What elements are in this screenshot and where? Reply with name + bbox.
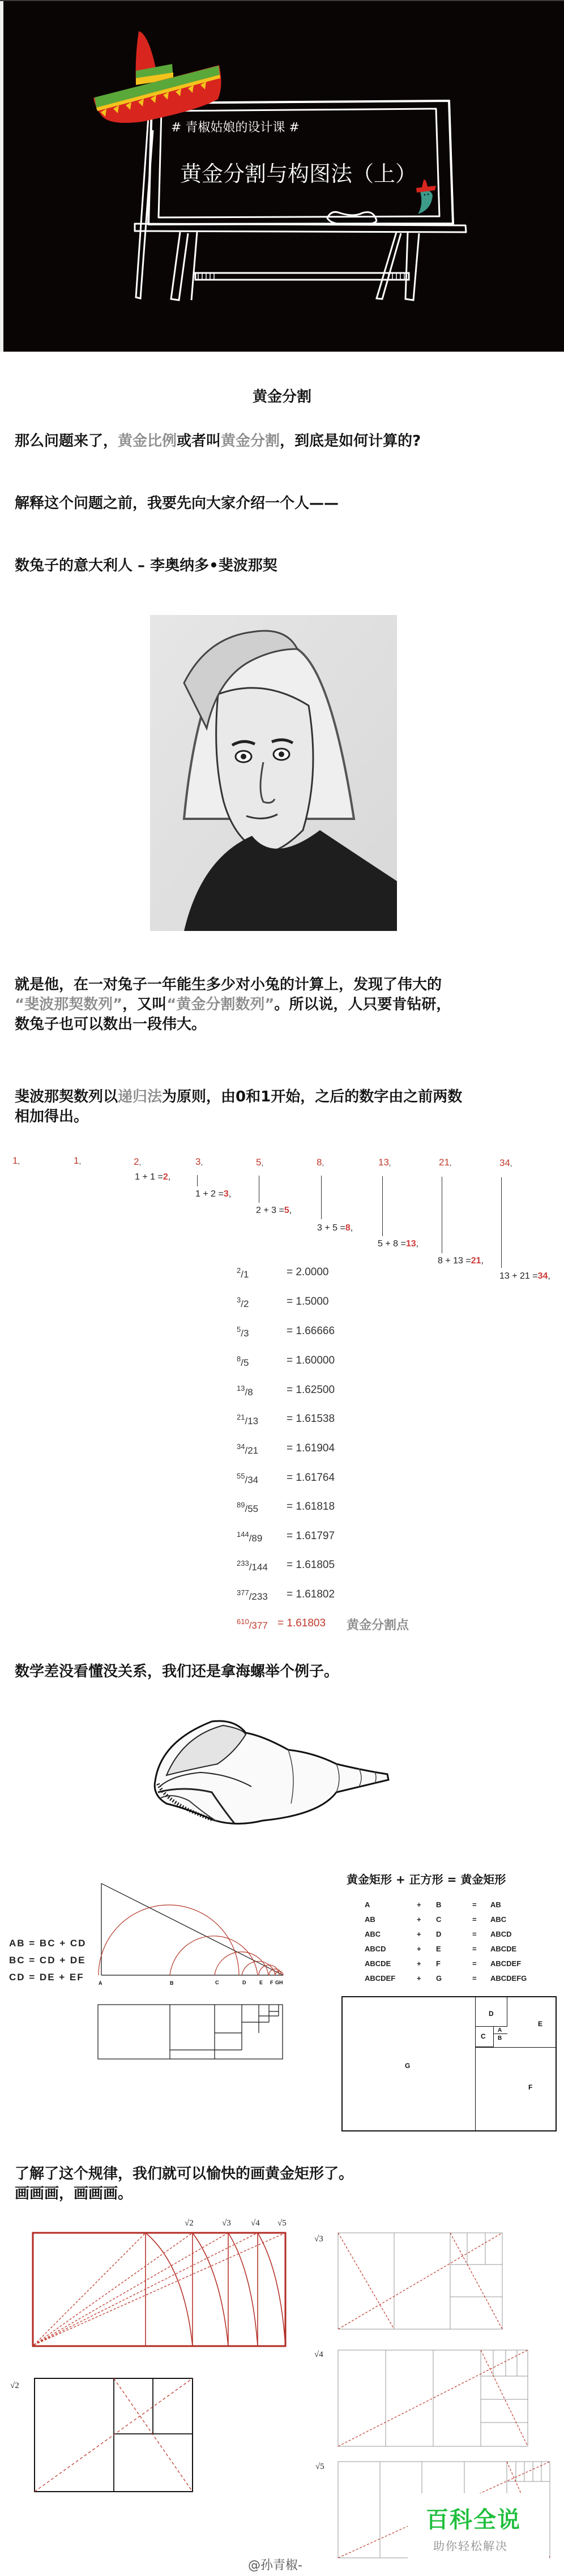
paragraph-intro-person: 解释这个问题之前，我要先向大家介绍一个人—— [15, 495, 339, 512]
ratio-row: $^2$/1 = 2.0000 [237, 1266, 329, 1280]
text: ，到底是如何计算的? [280, 433, 421, 450]
paragraph-fibonacci-story [15, 975, 451, 1035]
paragraph-recursion [15, 1087, 462, 1127]
text: 斐波那契数列以 [15, 1088, 118, 1105]
label-sqrt4: √4 [251, 2219, 260, 2228]
highlight-recursion: 递归法 [118, 1088, 163, 1105]
ratio-table [237, 1266, 407, 1629]
fib-number: 21, [439, 1157, 452, 1168]
label-c: C [481, 2032, 486, 2040]
author-credit: @孙青椒- [248, 2558, 302, 2573]
watermark-brand: 百科全说 [426, 2507, 521, 2533]
seashell-illustration [149, 1719, 390, 1827]
equation-ab: AB = BC + CD [9, 1938, 87, 1949]
text-line: 画画画，画画画。 [15, 2185, 133, 2202]
text-line: 数兔子也可以数出一段伟大。 [15, 1016, 207, 1033]
text: ，又叫 [122, 996, 167, 1013]
text-line [15, 995, 451, 1015]
quote-mark: “ [166, 996, 177, 1013]
connector-line [321, 1176, 322, 1219]
svg-text:F: F [270, 1980, 274, 1985]
equation-bc: BC = CD + DE [9, 1955, 86, 1966]
quote-mark: “ [15, 996, 25, 1013]
fib-number: 3, [195, 1156, 203, 1167]
svg-text:G: G [275, 1980, 280, 1985]
paragraph-shell: 数学差没看懂没关系，我们还是拿海螺举个例子。 [15, 1663, 339, 1680]
pepper-mascot-icon [416, 180, 436, 214]
label-sqrt5: √5 [277, 2219, 287, 2228]
fib-number: 5, [256, 1157, 264, 1168]
golden-point-label: 黄金分割点 [347, 1618, 409, 1633]
quote-mark: ” [264, 996, 275, 1013]
golden-rectangle-title: 黄金矩形 + 正方形 = 黄金矩形 [347, 1873, 506, 1886]
fib-number: 1, [74, 1155, 82, 1166]
ratio-row: $^3$/2 = 1.5000 [237, 1296, 329, 1309]
svg-text:B: B [170, 1980, 174, 1986]
ratio-row-golden: $^{610}$/377 = 1.61803 [237, 1617, 326, 1631]
svg-text:A: A [99, 1980, 102, 1986]
text: 。所以说，人只要肯钻研， [274, 996, 451, 1013]
text: 或者叫 [177, 433, 221, 450]
text: 那么问题来了， [15, 433, 118, 450]
connector-line [501, 1177, 502, 1268]
label-side-sqrt3: √3 [314, 2235, 323, 2244]
equation-cd: CD = DE + EF [9, 1972, 84, 1983]
fib-formula: 13 + 21 =34, [499, 1271, 550, 1281]
label-f: F [528, 2083, 533, 2091]
label-b: B [498, 2035, 502, 2041]
paragraph-drawing [15, 2164, 353, 2204]
svg-text:E: E [259, 1980, 263, 1985]
fib-number: 13, [378, 1157, 391, 1168]
highlight-golden-sequence: 黄金分割数列 [176, 996, 265, 1013]
label-a: A [498, 2027, 502, 2034]
connector-line [197, 1175, 198, 1186]
golden-rectangle-squares [341, 1996, 557, 2131]
label-side-sqrt4: √4 [314, 2350, 323, 2359]
svg-text:D: D [242, 1980, 246, 1985]
text-line: 相加得出。 [15, 1108, 89, 1125]
fib-number: 34, [499, 1157, 512, 1168]
sqrt4-rectangle [337, 2349, 529, 2448]
highlight-golden-ratio: 黄金比例 [118, 433, 177, 450]
label-side-sqrt2: √2 [10, 2381, 19, 2390]
label-side-sqrt5: √5 [315, 2462, 324, 2471]
text-line: 了解了这个规律，我们就可以愉快的画黄金矩形了。 [15, 2165, 354, 2182]
golden-triangle-arcs-diagram [96, 1880, 286, 2061]
golden-rectangle-table: A + B = AB AB + C = ABC ABC + D = ABCD ABCD + E = ABCDE ABCDE + F = ABCDEF ABCDEF + G = ABCDEFG [365, 1900, 527, 1983]
highlight-golden-section: 黄金分割 [221, 433, 280, 450]
ratio-row: $^{377}$/233 = 1.61802 [237, 1588, 335, 1602]
divider [476, 2047, 556, 2048]
fib-formula: 5 + 8 =13, [378, 1239, 419, 1249]
label-g: G [405, 2062, 411, 2070]
ratio-row: $^{34}$/21 = 1.61904 [237, 1442, 335, 1456]
ratio-row: $^{233}$/144 = 1.61805 [237, 1559, 335, 1573]
sombrero-icon [93, 31, 221, 123]
root-rectangles-construction [31, 2231, 289, 2350]
fib-formula: 1 + 1 =2, [135, 1172, 171, 1182]
connector-line [382, 1176, 383, 1236]
fib-number: 2, [134, 1156, 142, 1167]
label-sqrt2: √2 [185, 2219, 194, 2228]
label-sqrt3: √3 [222, 2219, 231, 2228]
fib-formula: 2 + 3 =5, [256, 1206, 292, 1215]
fib-number: 1, [12, 1155, 20, 1166]
text: 为原则，由0和1开始，之后的数字由之前两数 [162, 1088, 463, 1105]
section-heading: 黄金分割 [252, 388, 311, 405]
fib-number: 8, [317, 1157, 324, 1168]
svg-text:C: C [215, 1980, 219, 1985]
highlight-fibonacci-sequence: 斐波那契数列 [24, 996, 113, 1013]
ratio-row: $^5$/3 = 1.66666 [237, 1325, 335, 1339]
label-e: E [538, 2020, 543, 2028]
text-line [15, 1087, 462, 1107]
ratio-row: $^{13}$/8 = 1.62500 [237, 1384, 335, 1398]
label-d: D [489, 2010, 494, 2018]
cover-title: 黄金分割与构图法（上） [180, 161, 417, 186]
sqrt2-rectangle [33, 2376, 195, 2495]
ratio-row: $^8$/5 = 1.60000 [237, 1355, 335, 1368]
ratio-row: $^{55}$/34 = 1.61764 [237, 1472, 335, 1485]
ratio-row: $^{89}$/55 = 1.61818 [237, 1501, 335, 1514]
fibonacci-portrait [150, 615, 397, 931]
ratio-row: $^{144}$/89 = 1.61797 [237, 1530, 335, 1544]
text-line: 就是他，在一对兔子一年能生多少对小兔的计算上，发现了伟大的 [15, 976, 442, 993]
sqrt3-rectangle [337, 2231, 504, 2330]
course-tag: # 青椒姑娘的设计课 # [171, 121, 300, 135]
quote-mark: ” [113, 996, 123, 1013]
paragraph-fibonacci-name: 数兔子的意大利人 – 李奥纳多•斐波那契 [15, 557, 277, 574]
fib-formula: 3 + 5 =8, [317, 1223, 353, 1233]
fib-formula: 1 + 2 =3, [195, 1189, 232, 1199]
fib-formula: 8 + 13 =21, [438, 1256, 484, 1266]
watermark-slogan: 助你轻松解决 [433, 2539, 508, 2553]
svg-text:H: H [279, 1980, 283, 1985]
ratio-row: $^{21}$/13 = 1.61538 [237, 1413, 335, 1426]
paragraph-question [15, 432, 421, 451]
